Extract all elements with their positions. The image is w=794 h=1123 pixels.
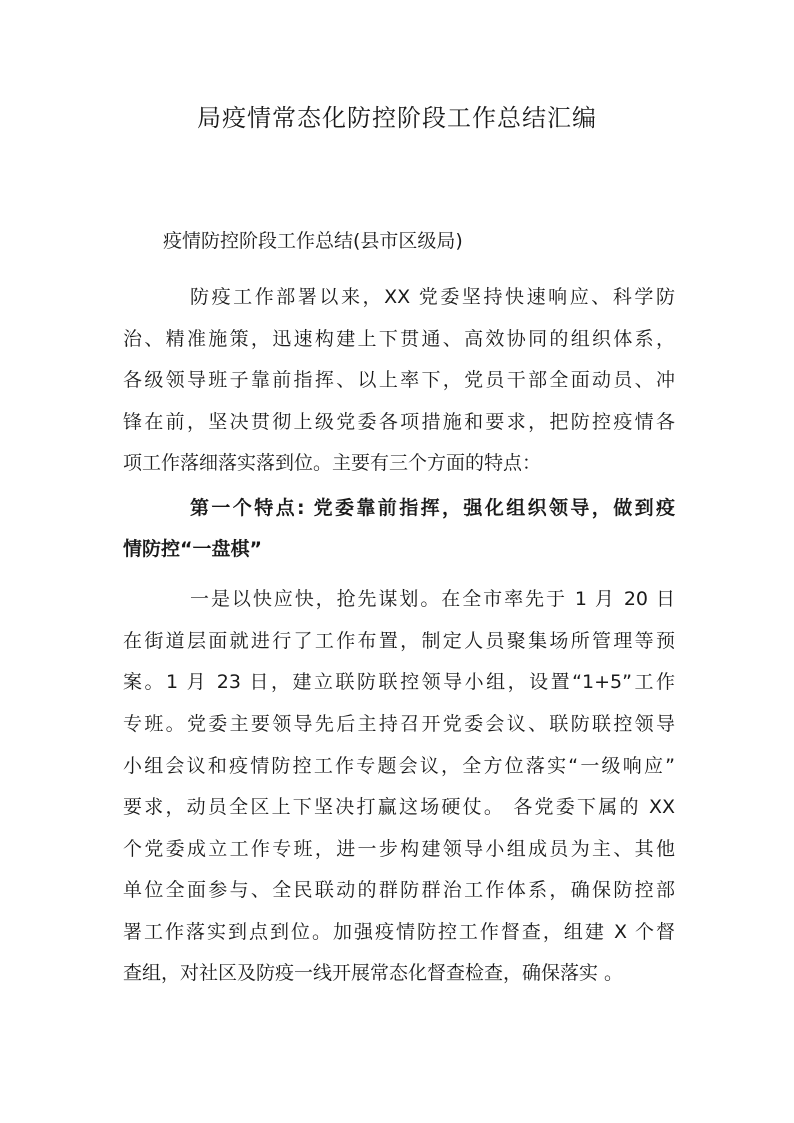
paragraph-line: 案。1 月 23 日，建立联防联控领导小组，设置“1+5”工作 bbox=[123, 671, 675, 693]
paragraph-line: 各级领导班子靠前指挥、以上率下，党员干部全面动员、冲 bbox=[123, 369, 675, 391]
paragraph-line: 单位全面参与、全民联动的群防群治工作体系，确保防控部 bbox=[123, 879, 675, 901]
document-title: 局疫情常态化防控阶段工作总结汇编 bbox=[197, 104, 597, 132]
section-heading-line: 第一个特点: 党委靠前指挥，强化组织领导，做到疫 bbox=[190, 497, 675, 519]
document-subtitle: 疫情防控阶段工作总结(县市区级局) bbox=[163, 230, 463, 252]
paragraph-line: 项工作落细落实落到位。主要有三个方面的特点： bbox=[123, 452, 542, 474]
section-heading-line: 情防控“一盘棋” bbox=[123, 538, 262, 560]
paragraph-line: 防疫工作部署以来，XX 党委坚持快速响应、科学防 bbox=[190, 286, 675, 308]
paragraph-line: 要求，动员全区上下坚决打赢这场硬仗。 各党委下属的 XX bbox=[123, 796, 675, 818]
paragraph-line: 小组会议和疫情防控工作专题会议，全方位落实“一级响应” bbox=[123, 755, 675, 777]
paragraph-line: 查组，对社区及防疫一线开展常态化督查检查，确保落实 。 bbox=[123, 962, 624, 984]
paragraph-line: 个党委成立工作专班，进一步构建领导小组成员为主、其他 bbox=[123, 838, 675, 860]
paragraph-line: 专班。党委主要领导先后主持召开党委会议、联防联控领导 bbox=[123, 713, 675, 735]
paragraph-line: 署工作落实到点到位。加强疫情防控工作督查，组建 X 个督 bbox=[123, 921, 675, 943]
paragraph-line: 一是以快应快，抢先谋划。在全市率先于 1 月 20 日 bbox=[190, 588, 675, 610]
paragraph-line: 在街道层面就进行了工作布置，制定人员聚集场所管理等预 bbox=[123, 630, 675, 652]
paragraph-line: 治、精准施策，迅速构建上下贯通、高效协同的组织体系， bbox=[123, 328, 675, 350]
paragraph-line: 锋在前，坚决贯彻上级党委各项措施和要求，把防控疫情各 bbox=[123, 411, 675, 433]
